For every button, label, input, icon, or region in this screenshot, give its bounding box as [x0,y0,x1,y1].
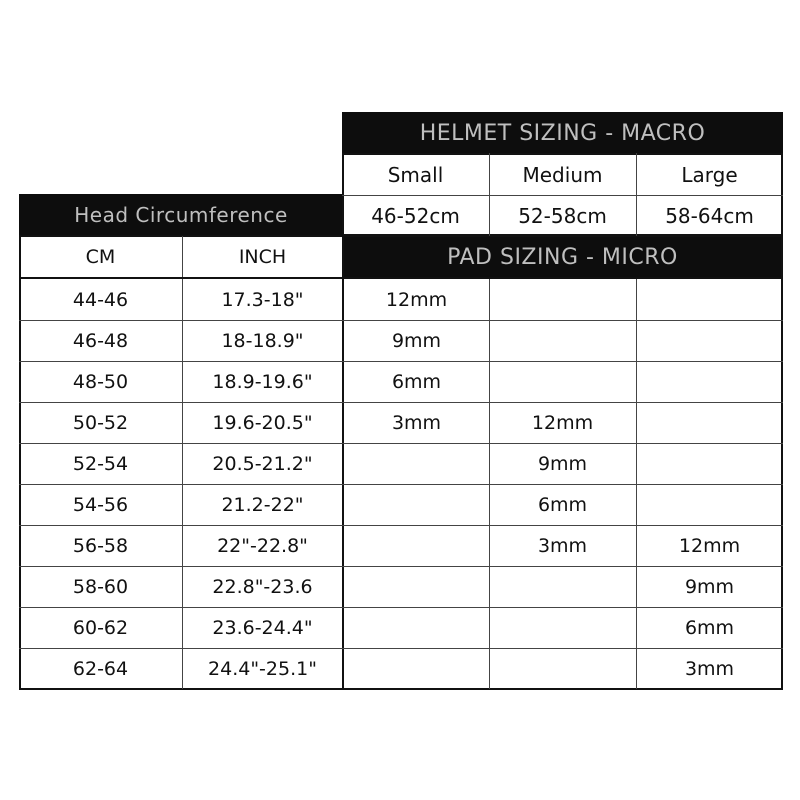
pad-small: 6mm [391,370,442,393]
row-inch: 23.6-24.4" [212,616,313,639]
pad-large [636,320,783,361]
row-inch: 22.8"-23.6 [212,575,313,598]
row-inch: 21.2-22" [221,493,304,516]
pad-small [344,566,489,607]
row-inch: 18.9-19.6" [212,370,313,393]
pad-medium [489,566,636,607]
column-header-inch: INCH [238,246,287,268]
pad-large [636,279,783,320]
pad-large [636,443,783,484]
row-cm: 50-52 [72,411,129,434]
head-circumference-header [19,194,343,236]
row-cm: 62-64 [72,657,129,680]
head-title: Head Circumference [74,203,288,227]
pad-medium [489,648,636,689]
pad-small [344,443,489,484]
pad-medium [489,361,636,402]
column-header-cm: CM [85,246,116,268]
size-large: Large [681,163,738,187]
pad-medium [489,607,636,648]
pad-small: 3mm [391,411,442,434]
row-cm: 56-58 [72,534,129,557]
micro-title: PAD SIZING - MICRO [447,244,678,270]
row-cm: 52-54 [72,452,129,475]
size-medium: Medium [522,163,603,187]
pad-medium: 9mm [537,452,588,475]
range-small: 46-52cm [371,203,460,228]
pad-large: 3mm [684,657,735,680]
row-inch: 17.3-18" [221,288,304,311]
range-medium: 52-58cm [518,203,607,228]
row-cm: 60-62 [72,616,129,639]
pad-medium: 6mm [537,493,588,516]
macro-header [342,112,783,154]
pad-medium: 3mm [537,534,588,557]
range-large: 58-64cm [665,203,754,228]
row-cm: 54-56 [72,493,129,516]
pad-small [344,607,489,648]
pad-medium: 12mm [531,411,594,434]
row-cm: 46-48 [72,329,129,352]
pad-small: 9mm [391,329,442,352]
pad-large [636,361,783,402]
macro-title: HELMET SIZING - MACRO [419,120,706,146]
pad-medium [489,320,636,361]
row-cm: 44-46 [72,288,129,311]
pad-large [636,402,783,443]
row-inch: 24.4"-25.1" [208,657,317,680]
row-inch: 22"-22.8" [217,534,308,557]
row-inch: 20.5-21.2" [212,452,313,475]
row-cm: 58-60 [72,575,129,598]
pad-large: 12mm [678,534,741,557]
pad-large: 6mm [684,616,735,639]
pad-large [636,484,783,525]
pad-small: 12mm [385,288,448,311]
pad-small [344,484,489,525]
pad-large: 9mm [684,575,735,598]
size-small: Small [387,163,444,187]
pad-small [344,648,489,689]
pad-medium [489,279,636,320]
row-cm: 48-50 [72,370,129,393]
row-inch: 18-18.9" [221,329,304,352]
pad-small [344,525,489,566]
row-inch: 19.6-20.5" [212,411,313,434]
